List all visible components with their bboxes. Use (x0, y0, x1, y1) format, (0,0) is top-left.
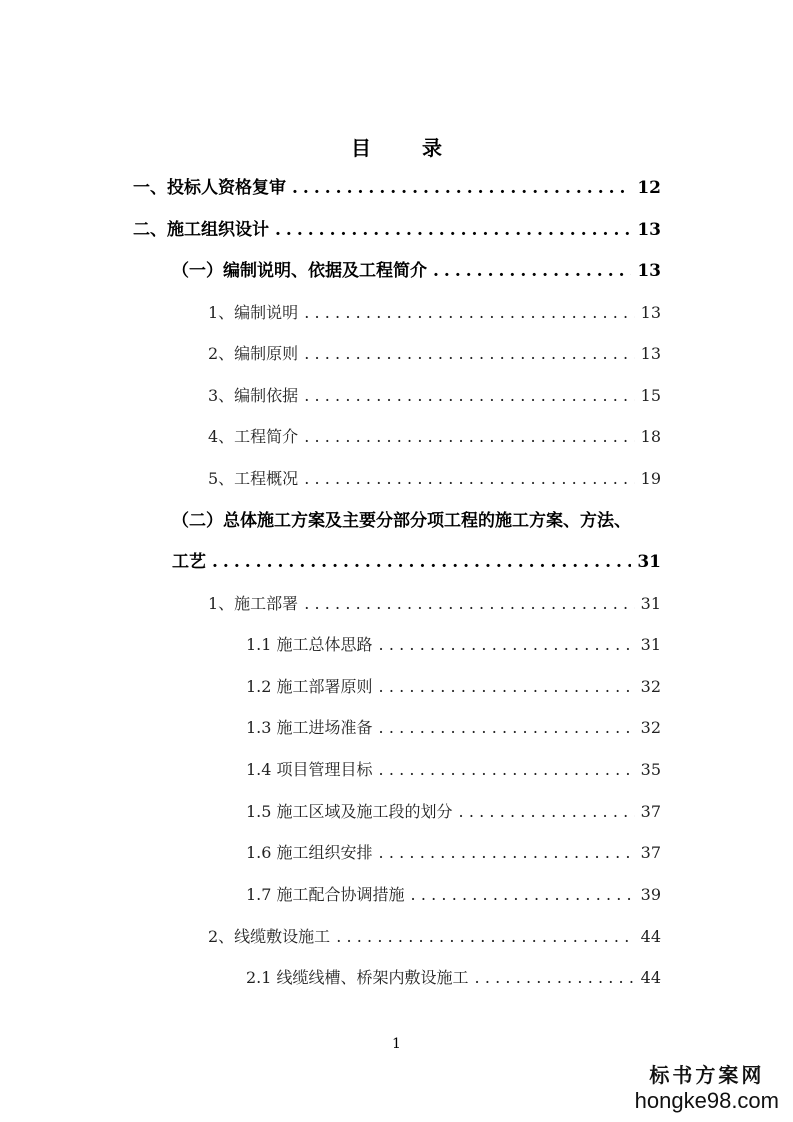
toc-entry-label: 3、编制依据 (208, 386, 299, 405)
toc-dot-leader (379, 841, 635, 865)
toc-dot-leader (212, 550, 631, 574)
toc-entry[interactable] (246, 716, 661, 740)
toc-entry[interactable] (246, 675, 661, 699)
toc-dot-leader (379, 716, 635, 740)
toc-page-number: 31 (640, 635, 661, 654)
toc-dot-leader (433, 259, 631, 283)
toc-entry-label: 2、编制原则 (208, 344, 299, 363)
toc-entry[interactable] (172, 550, 661, 574)
toc-dot-leader (336, 925, 634, 949)
toc-entry-label: 5、工程概况 (208, 469, 299, 488)
toc-dot-leader (304, 467, 634, 491)
toc-entry-label: 1.5 施工区域及施工段的划分 (246, 802, 453, 821)
toc-entry-label-line1[interactable]: （二）总体施工方案及主要分部分项工程的施工方案、方法、 (172, 511, 631, 531)
toc-entry[interactable] (246, 758, 661, 782)
toc-entry-label: 2、线缆敷设施工 (208, 927, 331, 946)
toc-entry[interactable] (208, 301, 661, 325)
toc-entry[interactable] (208, 425, 661, 449)
toc-page-number: 44 (640, 968, 661, 987)
toc-entry[interactable] (133, 176, 661, 200)
toc-page-number: 31 (640, 594, 661, 613)
toc-dot-leader (304, 301, 634, 325)
toc-dot-leader (304, 592, 634, 616)
toc-dot-leader (459, 800, 635, 824)
toc-page-number: 13 (640, 303, 661, 322)
toc-dot-leader (275, 218, 631, 242)
toc-dot-leader (304, 425, 634, 449)
watermark-chinese: 标书方案网 (649, 1063, 765, 1087)
toc-entry-label: 1、施工部署 (208, 594, 299, 613)
toc-entry[interactable] (208, 384, 661, 408)
watermark-url: hongke98.com (634, 1088, 779, 1113)
toc-page-number: 39 (640, 885, 661, 904)
page-number: 1 (392, 1036, 401, 1052)
toc-dot-leader (292, 176, 631, 200)
toc-entry[interactable] (208, 925, 661, 949)
toc-entry[interactable] (246, 966, 661, 990)
page-title: 目 录 (351, 136, 464, 160)
toc-page-number: 37 (640, 843, 661, 862)
toc-page-number: 18 (640, 427, 661, 446)
toc-dot-leader (475, 966, 635, 990)
toc-entry-label: 1、编制说明 (208, 303, 299, 322)
toc-entry[interactable] (246, 841, 661, 865)
toc-page-number: 13 (637, 261, 661, 281)
toc-entry[interactable] (246, 800, 661, 824)
toc-page-number: 12 (637, 178, 661, 198)
toc-entry[interactable] (133, 218, 661, 242)
toc-entry[interactable] (246, 633, 661, 657)
toc-entry[interactable] (172, 259, 661, 283)
toc-entry[interactable] (208, 342, 661, 366)
toc-dot-leader (379, 633, 635, 657)
toc-page-number: 44 (640, 927, 661, 946)
toc-page-number: 13 (637, 220, 661, 240)
toc-entry-label: 工艺 (172, 552, 206, 572)
toc-entry-label: 二、施工组织设计 (133, 220, 269, 240)
toc-dot-leader (411, 883, 635, 907)
toc-page-number: 19 (640, 469, 661, 488)
toc-entry-label: 1.1 施工总体思路 (246, 635, 373, 654)
toc-entry-label: 1.6 施工组织安排 (246, 843, 373, 862)
toc-entry-label: 1.3 施工进场准备 (246, 718, 373, 737)
toc-page-number: 35 (640, 760, 661, 779)
toc-page-number: 15 (640, 386, 661, 405)
toc-entry-label: 4、工程简介 (208, 427, 299, 446)
toc-entry-label: 1.2 施工部署原则 (246, 677, 373, 696)
toc-dot-leader (304, 384, 634, 408)
toc-page-number: 31 (637, 552, 661, 572)
toc-dot-leader (379, 675, 635, 699)
toc-entry-label: （一）编制说明、依据及工程简介 (172, 261, 427, 281)
toc-page-number: 32 (640, 718, 661, 737)
toc-entry-label: 2.1 线缆线槽、桥架内敷设施工 (246, 968, 469, 987)
toc-entry-label: 一、投标人资格复审 (133, 178, 286, 198)
toc-entry[interactable] (208, 592, 661, 616)
watermark-logo (635, 1059, 779, 1114)
toc-entry-label: 1.7 施工配合协调措施 (246, 885, 405, 904)
toc-entry[interactable] (246, 883, 661, 907)
toc-dot-leader (379, 758, 635, 782)
toc-entry[interactable] (208, 467, 661, 491)
toc-page-number: 32 (640, 677, 661, 696)
toc-dot-leader (304, 342, 634, 366)
toc-page-number: 37 (640, 802, 661, 821)
toc-page-number: 13 (640, 344, 661, 363)
toc-entry-label: 1.4 项目管理目标 (246, 760, 373, 779)
